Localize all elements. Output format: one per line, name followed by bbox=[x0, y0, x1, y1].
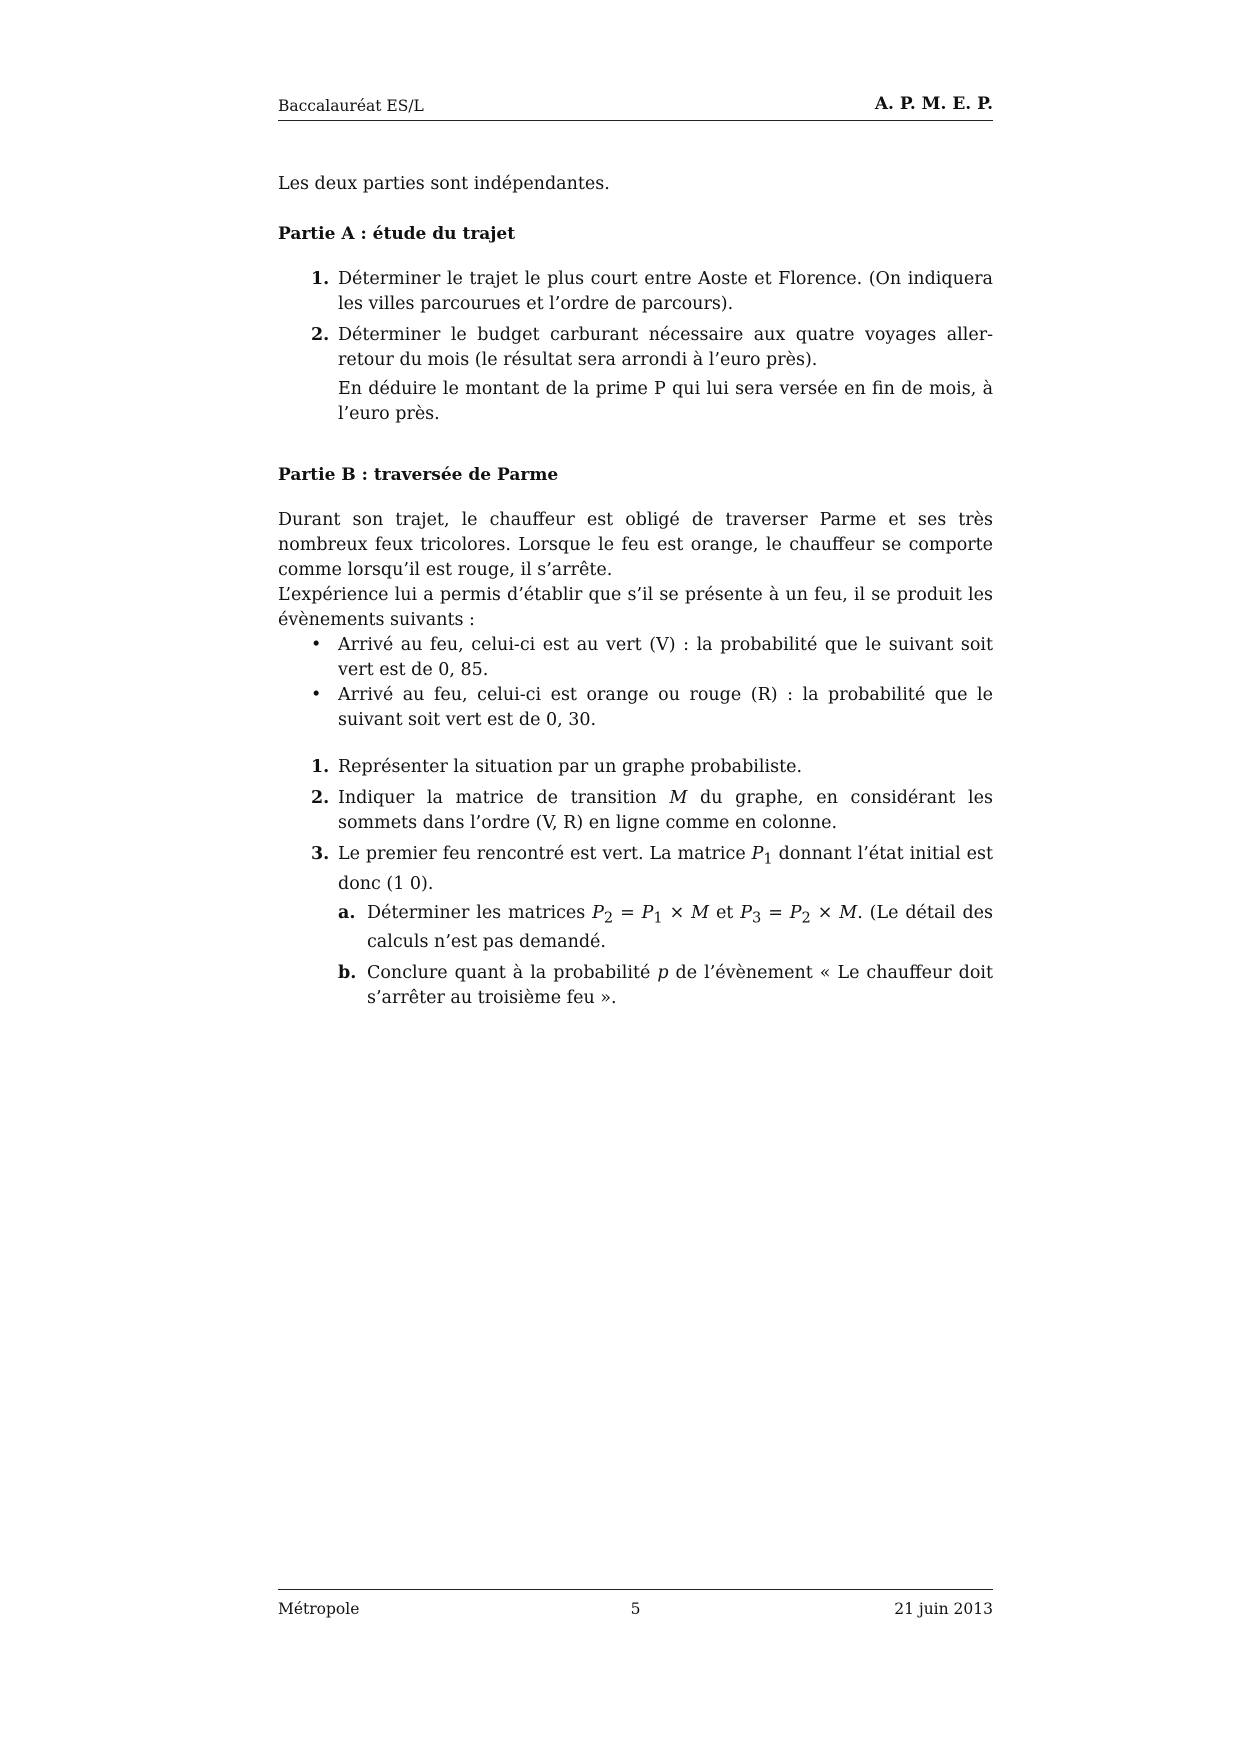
question-text: Représenter la situation par un graphe probabiliste. bbox=[338, 757, 803, 777]
event-item bbox=[278, 683, 993, 733]
formula-subscript: 1 bbox=[653, 909, 663, 926]
subquestion-text-end: de l’évènement « Le chauffeur doit s’arrêter au troisième feu ». bbox=[367, 963, 993, 1008]
subquestion-text-end: . (Le détail des calculs n’est pas demandé. bbox=[367, 902, 994, 952]
header-exam-title: Baccalauréat ES/L bbox=[278, 97, 424, 115]
formula-symbol: M bbox=[839, 902, 858, 923]
question-number: 3. bbox=[311, 844, 330, 864]
footer-page-number: 5 bbox=[630, 1600, 641, 1618]
question-number: 2. bbox=[311, 788, 330, 808]
subquestion-b bbox=[338, 961, 993, 1011]
document-page bbox=[278, 0, 993, 1754]
matrix-subscript: 1 bbox=[763, 850, 773, 868]
footer-location: Métropole bbox=[278, 1600, 360, 1618]
matrix-symbol: P bbox=[751, 844, 764, 864]
part-b-paragraph-2: L’expérience lui a permis d’établir que s’il se présente à un feu, il se produit les évènements suivants : bbox=[278, 585, 993, 630]
formula-symbol: P bbox=[592, 902, 604, 923]
footer-date: 21 juin 2013 bbox=[894, 1600, 993, 1618]
question-a1 bbox=[278, 267, 993, 317]
formula-symbol: P bbox=[789, 902, 802, 923]
formula-operator: = bbox=[761, 902, 790, 923]
formula-operator: × bbox=[810, 902, 840, 923]
question-number: 2. bbox=[311, 325, 330, 345]
formula-symbol: M bbox=[691, 902, 710, 923]
question-b2 bbox=[278, 786, 993, 836]
question-b3-subparts bbox=[338, 901, 993, 1012]
formula-subscript: 2 bbox=[603, 909, 614, 926]
subquestion-text: Conclure quant à la probabilité bbox=[367, 963, 658, 983]
event-item bbox=[278, 633, 993, 683]
formula-operator: = bbox=[613, 902, 642, 923]
part-b-paragraph-1: Durant son trajet, le chauffeur est obligé de traverser Parme et ses très nombreux feux tricolores. Lorsque le feu est orange, le chauffeur se comporte comme lorsqu’il est rouge, il s’arrête. bbox=[278, 510, 993, 580]
bullet-icon: • bbox=[311, 635, 322, 655]
formula-operator: × bbox=[662, 902, 692, 923]
subquestion-letter: a. bbox=[338, 902, 356, 923]
question-text-continued: En déduire le montant de la prime P qui lui sera versée en fin de mois, à l’euro près. bbox=[338, 379, 993, 424]
part-b-title: Partie B : traversée de Parme bbox=[278, 465, 559, 485]
question-text: Déterminer le trajet le plus court entre Aoste et Florence. (On indiquera les villes parcourues et l’ordre de parcours). bbox=[338, 269, 993, 314]
question-number: 1. bbox=[311, 269, 330, 289]
question-b1 bbox=[278, 755, 993, 780]
subquestion-letter: b. bbox=[338, 963, 357, 983]
question-text-end: donnant l’état initial est donc (1 0). bbox=[338, 844, 993, 894]
event-text: Arrivé au feu, celui-ci est orange ou rouge (R) : la probabilité que le suivant soit vert est de 0, 30. bbox=[338, 685, 993, 730]
formula-symbol: P bbox=[740, 902, 753, 923]
formula-subscript: 2 bbox=[801, 909, 811, 926]
intro-text: Les deux parties sont indépendantes. bbox=[278, 174, 610, 194]
formula-conjunction: et bbox=[709, 902, 741, 923]
formula-symbol: P bbox=[641, 902, 654, 923]
formula-subscript: 3 bbox=[752, 909, 762, 926]
subquestion-a bbox=[338, 901, 993, 956]
page-header bbox=[278, 94, 993, 121]
event-text: Arrivé au feu, celui-ci est au vert (V) : la probabilité que le suivant soit vert est de 0, 85. bbox=[338, 635, 993, 680]
matrix-symbol: M bbox=[669, 788, 688, 808]
part-a-title: Partie A : étude du trajet bbox=[278, 224, 516, 244]
bullet-icon: • bbox=[311, 685, 322, 705]
question-number: 1. bbox=[311, 757, 330, 777]
page-footer bbox=[278, 1589, 993, 1618]
question-text: Déterminer le budget carburant nécessaire aux quatre voyages aller-retour du mois (le résultat sera arrondi à l’euro près). bbox=[338, 325, 993, 370]
question-text: Le premier feu rencontré est vert. La matrice bbox=[338, 844, 752, 864]
question-a2 bbox=[278, 323, 993, 427]
question-b3 bbox=[278, 842, 993, 1011]
events-list bbox=[278, 633, 993, 733]
question-text: Indiquer la matrice de transition bbox=[338, 788, 670, 808]
part-a-questions bbox=[278, 267, 993, 427]
probability-symbol: p bbox=[657, 963, 669, 983]
part-b-questions bbox=[278, 755, 993, 1011]
document-body bbox=[278, 172, 993, 1017]
header-publisher: A. P. M. E. P. bbox=[874, 94, 993, 114]
subquestion-text: Déterminer les matrices bbox=[367, 902, 593, 923]
question-text-end: du graphe, en considérant les sommets dans l’ordre (V, R) en ligne comme en colonne. bbox=[338, 788, 993, 833]
